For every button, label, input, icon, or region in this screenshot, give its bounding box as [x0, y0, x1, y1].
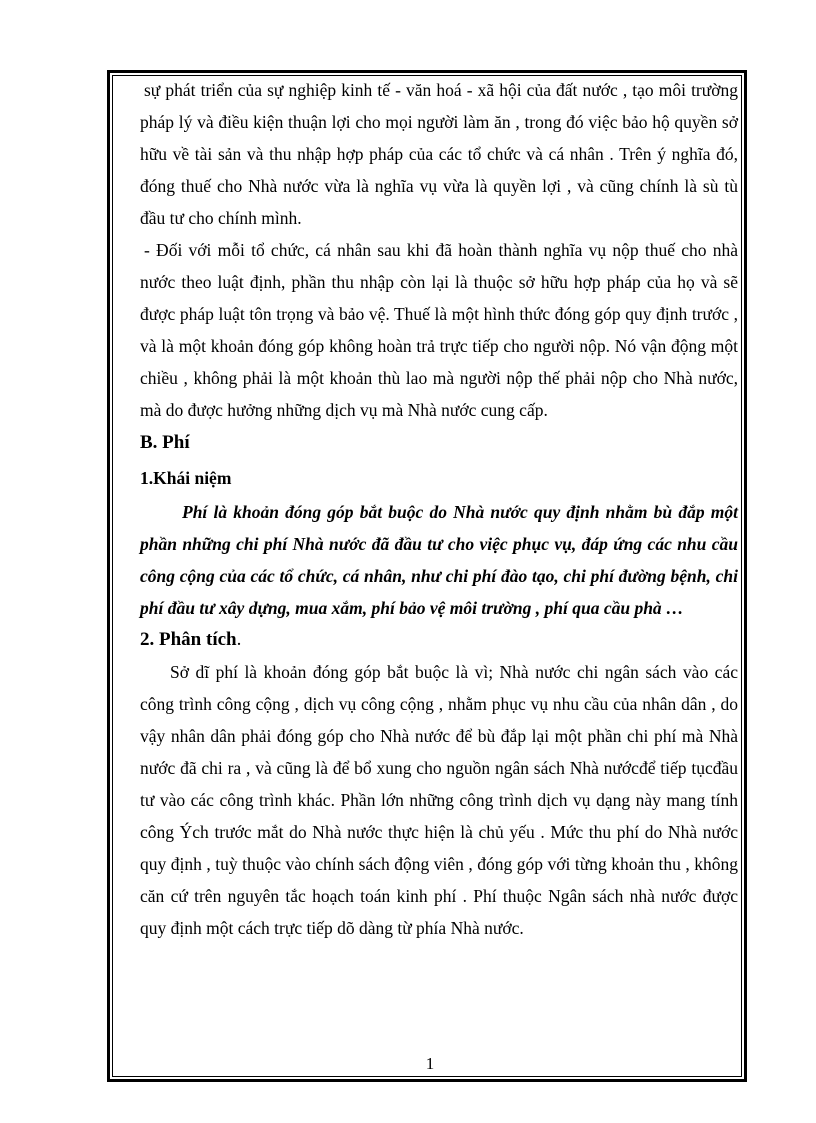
paragraph-intro: sự phát triển của sự nghiệp kinh tế - văn hoá - xã hội của đất nước , tạo môi trường pháp lý và điều kiện thuận lợi cho mọi người làm ăn , trong đó việc bảo hộ quyền sở hữu về tài sản và thu nhập hợp pháp của các tổ chức và cá nhân . Trên ý nghĩa đó, đóng thuế cho Nhà nước vừa là nghĩa vụ vừa là quyền lợi , và cũng chính là sù tù đầu tư cho chính mình. — [140, 80, 738, 228]
paragraph-taxpayer-obligation: - Đối với mỗi tổ chức, cá nhân sau khi đã hoàn thành nghĩa vụ nộp thuế cho nhà nước theo luật định, phần thu nhập còn lại là thuộc sở hữu hợp pháp của họ và sẽ được pháp luật tôn trọng và bảo vệ. Thuế là một hình thức đóng góp quy định trước , và là một khoản đóng góp không hoàn trả trực tiếp cho người nộp. Nó vận động một chiều , không phải là một khoản thù lao mà người nộp thế phải nộp cho Nhà nước, mà do được hưởng những dịch vụ mà Nhà nước cung cấp. — [140, 240, 738, 420]
subsection-title-analysis-text: 2. Phân tích — [140, 629, 237, 650]
page-number: 1 — [425, 1054, 435, 1073]
subsection-title-concept: 1.Khái niệm — [140, 468, 232, 488]
document-body — [140, 74, 738, 944]
section-title-fees: B. Phí — [140, 432, 190, 453]
fee-definition: Phí là khoản đóng góp bắt buộc do Nhà nước quy định nhằm bù đắp một phần những chi phí Nhà nước đã đầu tư cho việc phục vụ, đáp ứng các nhu cầu công cộng của các tổ chức, cá nhân, như chi phí đào tạo, chi phí đường bệnh, chi phí đầu tư xây dựng, mua xắm, phí bảo vệ môi trường , phí qua cầu phà … — [140, 502, 738, 618]
subsection-title-analysis — [140, 624, 738, 656]
subsection-title-analysis-dot: . — [236, 629, 242, 650]
paragraph-analysis: Sở dĩ phí là khoản đóng góp bắt buộc là vì; Nhà nước chi ngân sách vào các công trình công cộng , dịch vụ công cộng , nhằm phục vụ nhu cầu của nhân dân , do vậy nhân dân phải đóng góp cho Nhà nước để bù đắp lại một phần chi phí mà Nhà nước đã chi ra , và cũng là để bổ xung cho nguồn ngân sách Nhà nướcđể tiếp tụcđầu tư vào các công trình khác. Phần lớn những công trình dịch vụ dạng này mang tính công Ých trước mắt do Nhà nước thực hiện là chủ yếu . Mức thu phí do Nhà nước quy định , tuỳ thuộc vào chính sách động viên , đóng góp với từng khoản thu , không căn cứ trên nguyên tắc hoạch toán kinh phí . Phí thuộc Ngân sách nhà nước được quy định một cách trực tiếp dõ dàng từ phía Nhà nước. — [140, 662, 738, 938]
